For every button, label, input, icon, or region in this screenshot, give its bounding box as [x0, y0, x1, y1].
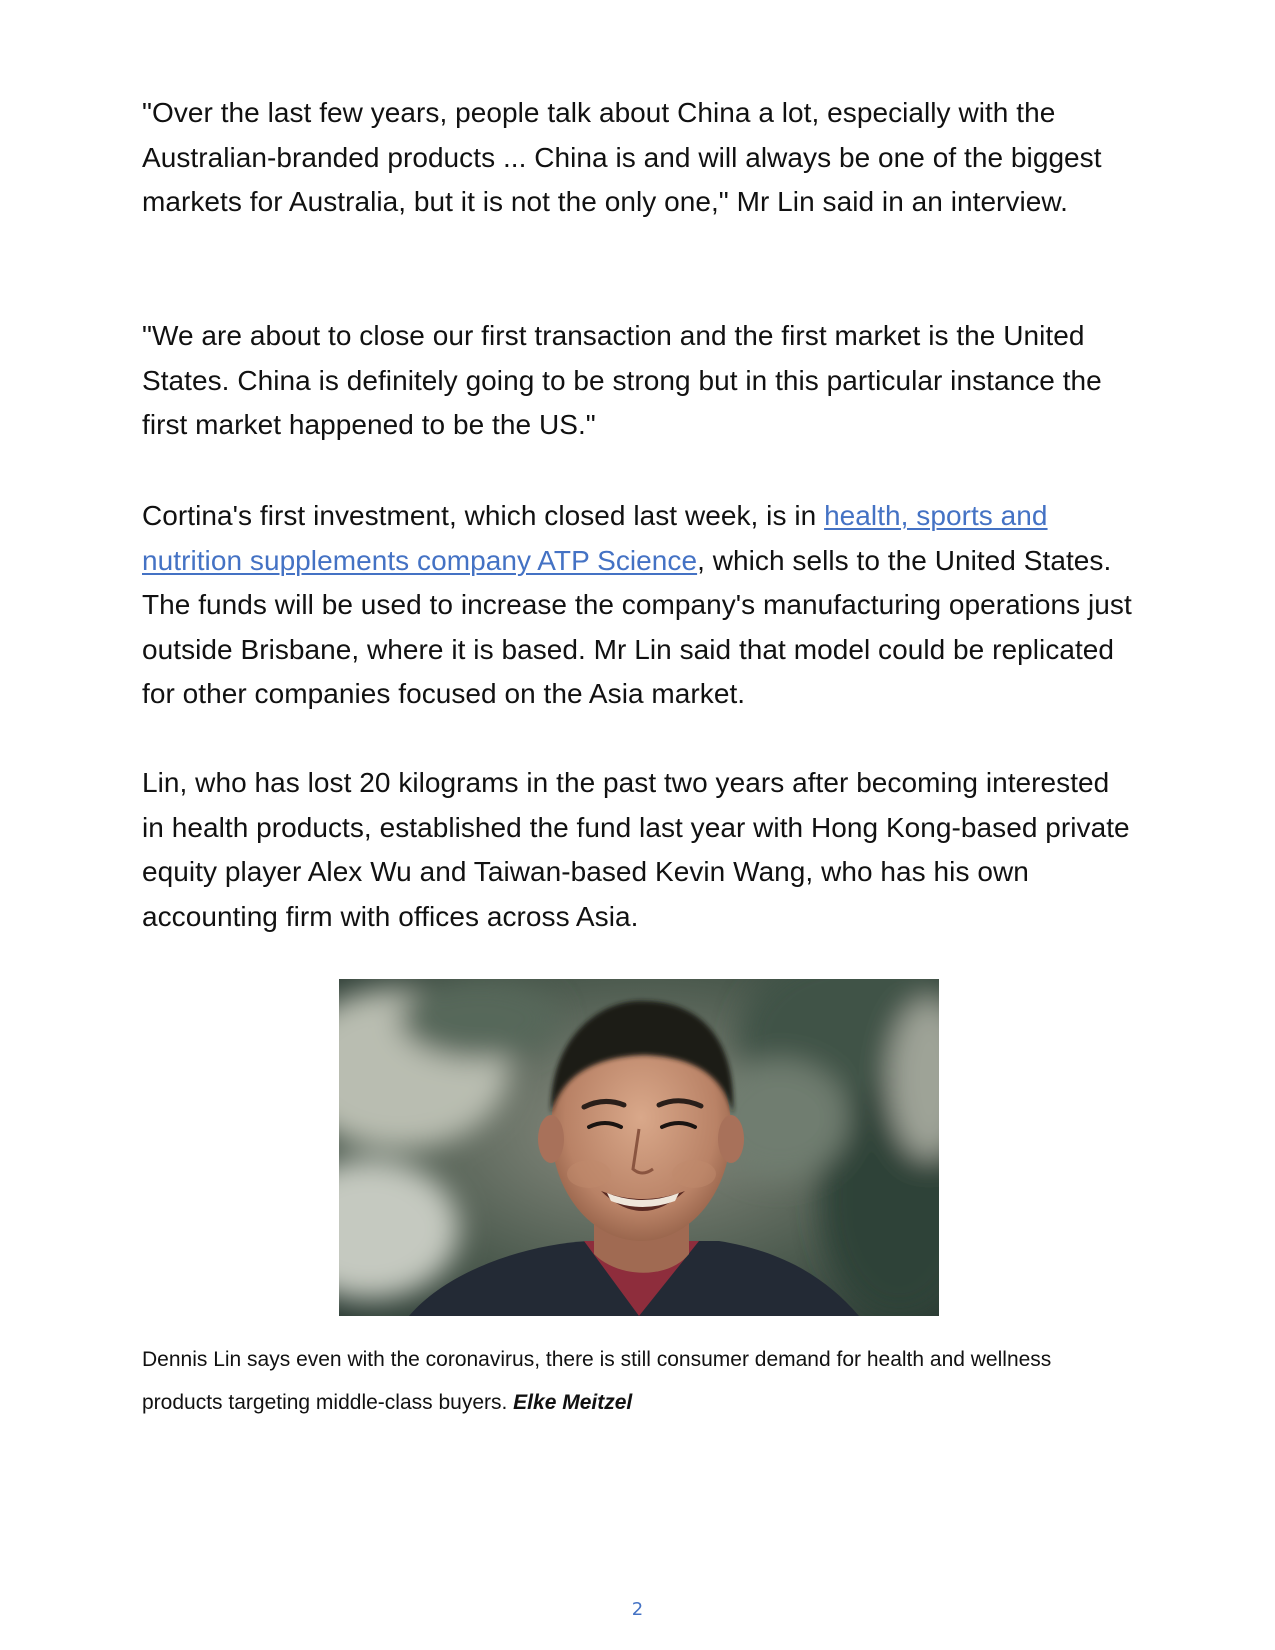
atp-science-link[interactable]: health, sports and nutrition supplements company ATP Science: [142, 500, 1048, 576]
caption-text: Dennis Lin says even with the coronavirus, there is still consumer demand for health and wellness products targeting middle-class buyers.: [142, 1348, 1052, 1414]
paragraph-text-after-link: , which sells to the United States. The funds will be used to increase the company's manufacturing operations just outside Brisbane, where it is based. Mr Lin said that model could be replicated for other companies focused on the Asia market.: [142, 544, 1132, 709]
paragraph-quote-first-transaction: "We are about to close our first transaction and the first market is the United States. China is definitely going to be strong but in this particular instance the first market happened to be the US.": [142, 320, 1102, 440]
photo-credit: Elke Meitzel: [513, 1391, 633, 1414]
page-number: 2: [631, 1599, 644, 1620]
paragraph-text-before-link: Cortina's first investment, which closed last week, is in: [142, 500, 825, 531]
paragraph-first-investment: [142, 494, 1132, 717]
dennis-lin-photo: [339, 979, 939, 1316]
photo-caption: [142, 1338, 1132, 1424]
paragraph-quote-china: "Over the last few years, people talk about China a lot, especially with the Australian-branded products ... China is and will always be one of the biggest markets for Australia, but it is not the only one," Mr Lin said in an interview.: [142, 97, 1102, 217]
paragraph-fund-founders: Lin, who has lost 20 kilograms in the past two years after becoming interested in health products, established the fund last year with Hong Kong-based private equity player Alex Wu and Taiwan-based Kevin Wang, who has his own accounting firm with offices across Asia.: [142, 767, 1130, 932]
